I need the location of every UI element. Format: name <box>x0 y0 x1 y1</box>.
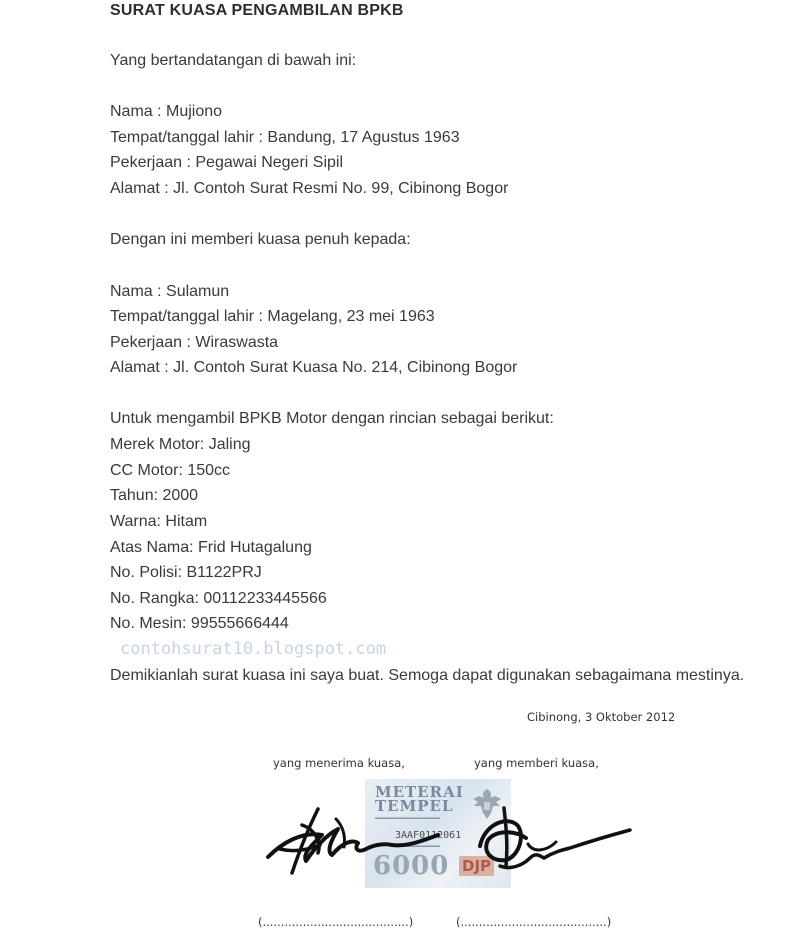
vehicle-year: Tahun: 2000 <box>110 487 199 504</box>
stamp-value: 6000 <box>373 851 450 881</box>
vehicle-color: Warna: Hitam <box>110 513 208 530</box>
place-date: Cibinong, 3 Oktober 2012 <box>527 710 676 724</box>
stamp-badge: DJP <box>459 856 494 876</box>
purpose-text: Untuk mengambil BPKB Motor dengan rincian sebagai berikut: <box>110 410 554 427</box>
vehicle-engine: No. Mesin: 99555666444 <box>110 615 289 632</box>
giver-signature <box>470 800 640 890</box>
stamp-microtext: ▬▬▬▬▬▬▬▬▬▬▬▬▬ <box>375 815 440 821</box>
grantor-address: Alamat : Jl. Contoh Surat Resmi No. 99, Cibinong Bogor <box>110 180 509 197</box>
vehicle-plate: No. Polisi: B1122PRJ <box>110 564 262 581</box>
vehicle-chassis: No. Rangka: 00112233445566 <box>110 590 327 607</box>
vehicle-cc: CC Motor: 150cc <box>110 462 231 479</box>
stamp-line2: TEMPEL <box>375 797 454 815</box>
intro-text: Yang bertandatangan di bawah ini: <box>110 52 357 69</box>
closing-text: Demikianlah surat kuasa ini saya buat. Semoga dapat digunakan sebagaimana mestinya. <box>110 667 745 684</box>
grantor-name: Nama : Mujiono <box>110 103 223 120</box>
grantor-birth: Tempat/tanggal lahir : Bandung, 17 Agustus 1963 <box>110 129 460 146</box>
grantee-name: Nama : Sulamun <box>110 283 230 300</box>
receiver-signature <box>262 795 462 885</box>
vehicle-brand: Merek Motor: Jaling <box>110 436 251 453</box>
transfer-text: Dengan ini memberi kuasa penuh kepada: <box>110 231 411 248</box>
stamp-serial: 3AAF0112061 <box>395 830 462 841</box>
giver-name-line: (........................................) <box>456 915 612 929</box>
grantee-address: Alamat : Jl. Contoh Surat Kuasa No. 214, Cibinong Bogor <box>110 359 518 376</box>
grantor-occupation: Pekerjaan : Pegawai Negeri Sipil <box>110 154 344 171</box>
letter-title: SURAT KUASA PENGAMBILAN BPKB <box>110 2 404 19</box>
grantee-occupation: Pekerjaan : Wiraswasta <box>110 334 279 351</box>
stamp-microtext-2: ▬▬▬▬▬▬▬▬▬ <box>395 843 440 849</box>
vehicle-owner: Atas Nama: Frid Hutagalung <box>110 539 312 556</box>
stamp-line1: METERAI <box>375 783 464 801</box>
grantee-birth: Tempat/tanggal lahir : Magelang, 23 mei 1963 <box>110 308 435 325</box>
watermark-url: contohsurat10.blogspot.com <box>120 639 387 659</box>
giver-label: yang memberi kuasa, <box>474 756 599 770</box>
receiver-name-line: (........................................) <box>258 915 414 929</box>
receiver-label: yang menerima kuasa, <box>273 756 405 770</box>
